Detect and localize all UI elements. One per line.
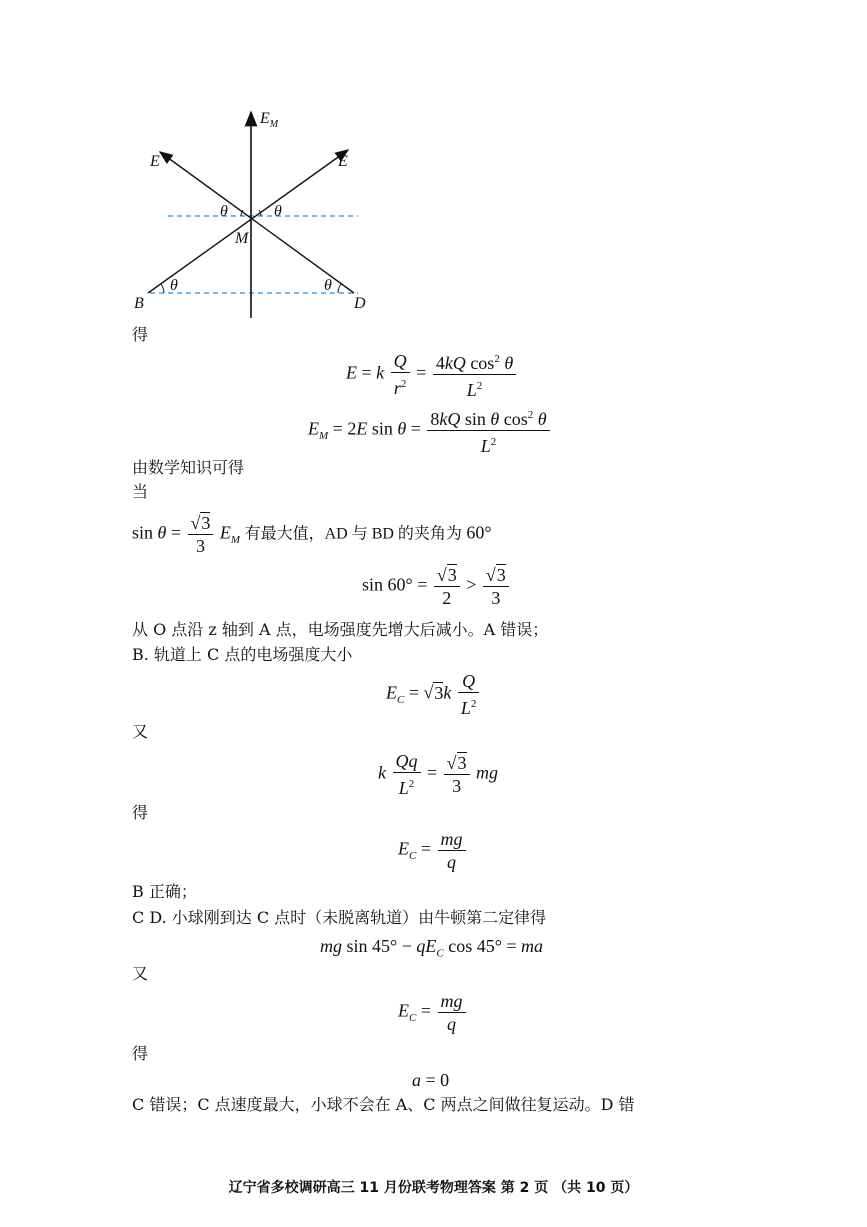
page-footer: 辽宁省多校调研高三 11 月份联考物理答案 第 2 页 （共 10 页）: [228, 1180, 639, 1196]
label-e-left: E: [150, 153, 160, 170]
text-max-angle: 60°: [466, 522, 492, 543]
text-from-o: 从 O 点沿 z 轴到 A 点，电场强度先增大后减小。A 错误；: [132, 620, 549, 639]
equation-sin-60: sin 60° = $\frac{√3}{2}$ > $\frac{√3}{3}$: [362, 564, 511, 609]
equation-e: E = k $\frac{Q}{r^2}$ = $\frac{4kQ \cos^2 \theta}{L^2}$: [346, 348, 518, 401]
svg-text:EM: [259, 110, 279, 130]
label-d: D: [354, 295, 366, 312]
label-theta-d: θ: [324, 277, 332, 294]
text-b-correct: B 正确；: [132, 882, 197, 901]
equation-ec-1: $E_C = √3k$ $\frac{Q}{L^2}$: [386, 670, 481, 719]
equation-kqq: k $\frac{Qq}{L^2}$ = $\frac{√3}{3}$ mg: [378, 751, 499, 798]
label-theta-b: θ: [170, 277, 178, 294]
label-b: B: [134, 295, 144, 312]
text-cd-heading: C D. 小球刚到达 C 点时（未脱离轨道）由牛顿第二定律得: [132, 908, 547, 927]
equation-ec-3: $E_C$ = $\frac{mg}{q}$: [398, 990, 468, 1035]
label-theta-m-right: θ: [274, 203, 282, 220]
text-max-tail: 有最大值，AD 与 BD 的夹角为: [244, 525, 462, 543]
equation-a-zero: a = 0: [412, 1070, 450, 1090]
label-e-right: E: [338, 153, 348, 170]
line-d-to-e-left: [160, 152, 354, 293]
label-theta-m-left: θ: [220, 203, 228, 220]
label-em: E: [260, 110, 270, 127]
equation-sin-theta-max: sin θ = $\frac{√3}{3}$ $E_M$ 有最大值，AD 与 BD 的夹角为 60°: [132, 513, 492, 556]
equation-newton: mg $\sin 45^\circ - qE_C$ cos 45° = ma: [320, 936, 544, 960]
text-dang: 当: [132, 482, 149, 501]
text-b-heading: B. 轨道上 C 点的电场强度大小: [132, 645, 353, 664]
equation-ec-2: $E_C$ = $\frac{mg}{q}$: [398, 828, 468, 873]
text-de-3: 得: [132, 1044, 149, 1063]
text-math-fact: 由数学知识可得: [132, 458, 245, 477]
label-em-sub: M: [269, 119, 279, 130]
equation-em: $E_M = 2E$ sin θ = $\frac{8kQ \sin \theta \cos^2 \theta}{L^2}$: [308, 404, 552, 457]
text-c-wrong: C 错误；C 点速度最大，小球不会在 A、C 两点之间做往复运动。D 错: [132, 1095, 635, 1114]
line-b-to-e-right: [148, 150, 348, 293]
text-de-2: 得: [132, 803, 149, 822]
angle-arc-d: [338, 284, 341, 293]
angle-arc-b: [161, 284, 164, 293]
text-de-1: 得: [132, 325, 149, 344]
text-you-2: 又: [132, 964, 149, 983]
text-you-1: 又: [132, 722, 149, 741]
label-m: M: [235, 230, 249, 247]
field-vector-diagram: [120, 100, 390, 325]
